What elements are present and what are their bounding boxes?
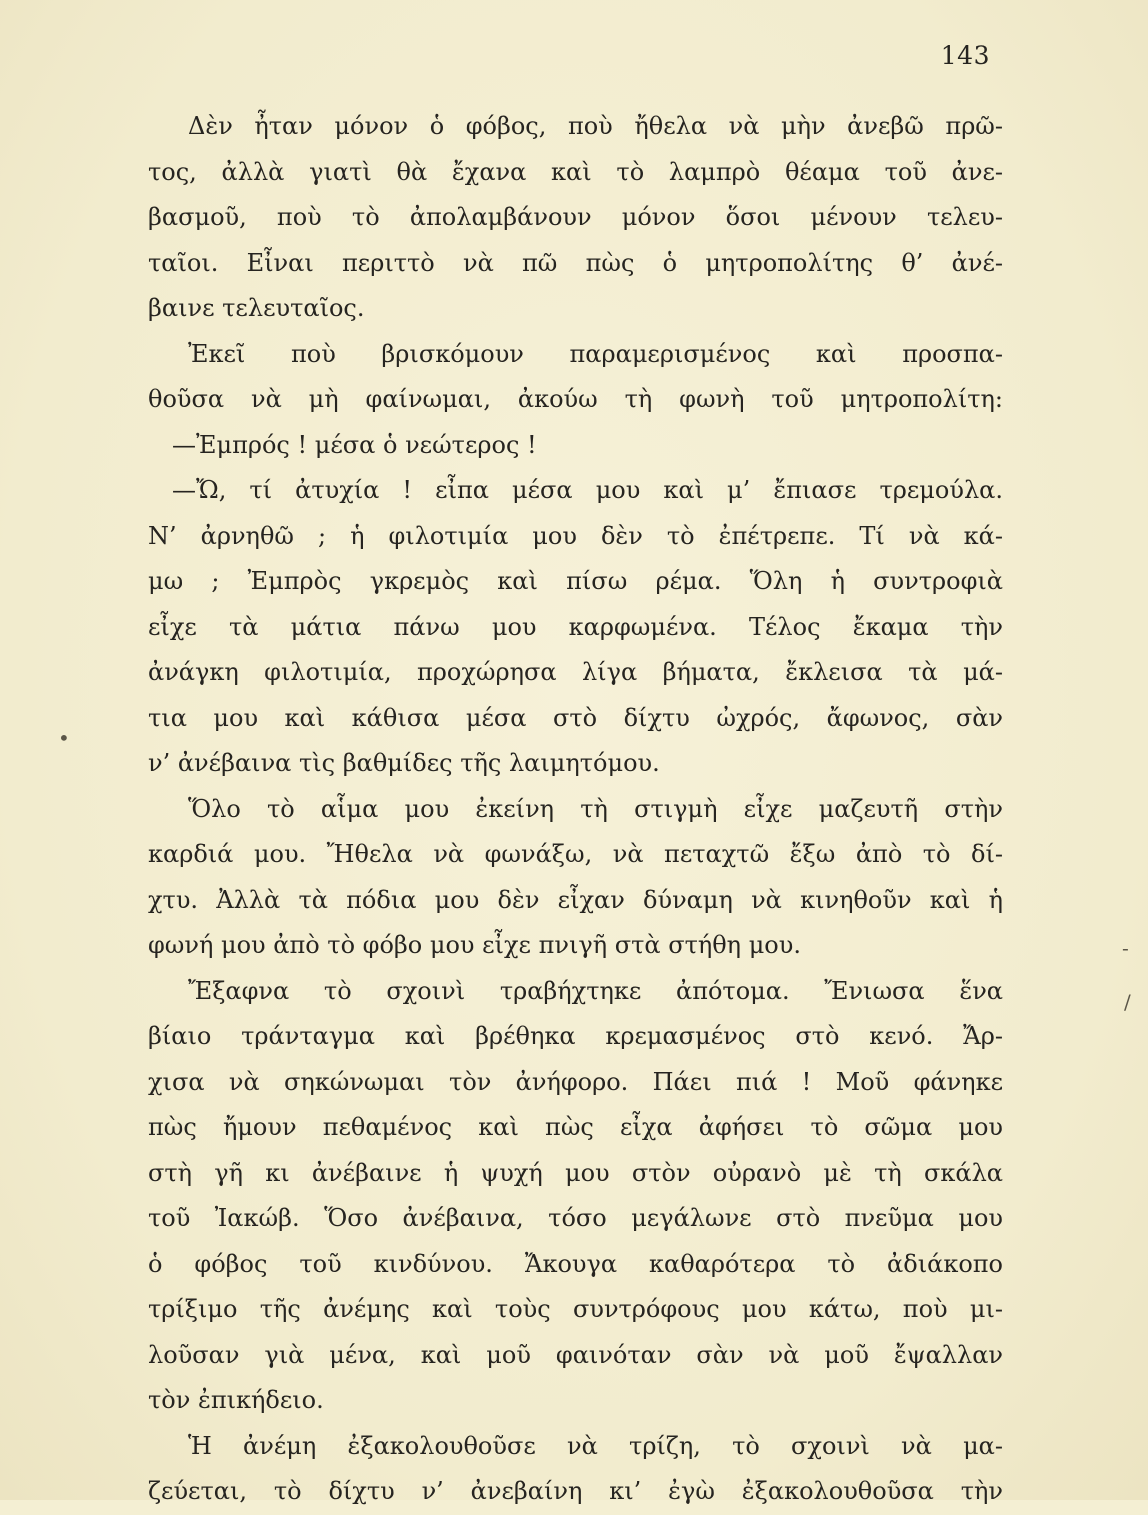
text-line: Δὲν ἦταν μόνον ὁ φόβος, ποὺ ἤθελα νὰ μὴν ἀνεβῶ πρῶ- — [188, 112, 1003, 140]
text-line: τος, ἀλλὰ γιατὶ θὰ ἔχανα καὶ τὸ λαμπρὸ θέαμα τοῦ ἀνε- — [148, 157, 1003, 186]
margin-dash: - — [1122, 936, 1129, 960]
text-line: Ἐκεῖ ποὺ βρισκόμουν παραμερισμένος καὶ προσπα- — [188, 339, 1003, 368]
text-line: πὼς ἤμουν πεθαμένος καὶ πὼς εἶχα ἀφήσει τὸ σῶμα μου — [148, 1113, 1003, 1141]
text-line: φωνή μου ἀπὸ τὸ φόβο μου εἶχε πνιγῆ στὰ στήθη μου. — [148, 931, 801, 959]
text-line: —Ὤ, τί ἀτυχία ! εἶπα μέσα μου καὶ μ’ ἔπιασε τρεμούλα. — [172, 476, 1003, 504]
text-line: ταῖοι. Εἶναι περιττὸ νὰ πῶ πὼς ὁ μητροπολίτης θ’ ἀνέ- — [148, 248, 1003, 277]
text-line: Ν’ ἀρνηθῶ ; ἡ φιλοτιμία μου δὲν τὸ ἐπέτρεπε. Τί νὰ κά- — [148, 521, 1003, 550]
text-line: βίαιο τράνταγμα καὶ βρέθηκα κρεμασμένος στὸ κενό. Ἄρ- — [148, 1022, 1003, 1050]
text-line: Ὅλο τὸ αἷμα μου ἐκείνη τὴ στιγμὴ εἶχε μαζευτῆ στὴν — [188, 794, 1003, 823]
text-line: βαινε τελευταῖος. — [148, 294, 365, 322]
text-line: ἀνάγκη φιλοτιμία, προχώρησα λίγα βήματα, ἔκλεισα τὰ μά- — [148, 658, 1003, 686]
text-line: Ἡ ἀνέμη ἐξακολουθοῦσε νὰ τρίζη, τὸ σχοινὶ νὰ μα- — [188, 1431, 1003, 1460]
margin-dot: • — [58, 726, 70, 750]
page-number: 143 — [940, 41, 990, 70]
text-line: —Ἐμπρός ! μέσα ὁ νεώτερος ! — [172, 430, 537, 459]
text-line: τρίξιμο τῆς ἀνέμης καὶ τοὺς συντρόφους μου κάτω, ποὺ μι- — [148, 1295, 1003, 1323]
text-line: ὁ φόβος τοῦ κινδύνου. Ἄκουγα καθαρότερα τὸ ἀδιάκοπο — [148, 1249, 1003, 1278]
text-line: τὸν ἐπικήδειο. — [148, 1386, 324, 1414]
text-line: λοῦσαν γιὰ μένα, καὶ μοῦ φαινόταν σὰν νὰ μοῦ ἔψαλλαν — [148, 1340, 1003, 1369]
text-line: Ἔξαφνα τὸ σχοινὶ τραβήχτηκε ἀπότομα. Ἔνιωσα ἕνα — [188, 976, 1003, 1005]
text-line: χτυ. Ἀλλὰ τὰ πόδια μου δὲν εἶχαν δύναμη νὰ κινηθοῦν καὶ ἡ — [148, 885, 1003, 914]
text-line: μω ; Ἐμπρὸς γκρεμὸς καὶ πίσω ρέμα. Ὅλη ἡ συντροφιὰ — [148, 567, 1003, 595]
margin-slash: / — [1124, 990, 1131, 1014]
text-line: βασμοῦ, ποὺ τὸ ἀπολαμβάνουν μόνον ὅσοι μένουν τελευ- — [148, 203, 1003, 231]
text-line: τια μου καὶ κάθισα μέσα στὸ δίχτυ ὠχρός, ἄφωνος, σὰν — [148, 703, 1003, 732]
text-line: θοῦσα νὰ μὴ φαίνωμαι, ἀκούω τὴ φωνὴ τοῦ μητροπολίτη: — [148, 385, 1003, 413]
body-text — [148, 104, 1003, 1515]
text-line: εἶχε τὰ μάτια πάνω μου καρφωμένα. Τέλος ἔκαμα τὴν — [148, 612, 1003, 641]
text-line: τοῦ Ἰακώβ. Ὅσο ἀνέβαινα, τόσο μεγάλωνε στὸ πνεῦμα μου — [148, 1204, 1003, 1232]
text-line: ν’ ἀνέβαινα τὶς βαθμίδες τῆς λαιμητόμου. — [148, 749, 660, 777]
text-line: στὴ γῆ κι ἀνέβαινε ἡ ψυχή μου στὸν οὐρανὸ μὲ τὴ σκάλα — [148, 1158, 1003, 1187]
text-line: καρδιά μου. Ἤθελα νὰ φωνάξω, νὰ πεταχτῶ ἔξω ἀπὸ τὸ δί- — [148, 840, 1003, 868]
text-line: ζεύεται, τὸ δίχτυ ν’ ἀνεβαίνη κι’ ἐγὼ ἐξακολουθοῦσα τὴν — [148, 1477, 1003, 1505]
text-line: χισα νὰ σηκώνωμαι τὸν ἀνήφορο. Πάει πιά ! Μοῦ φάνηκε — [148, 1067, 1003, 1096]
